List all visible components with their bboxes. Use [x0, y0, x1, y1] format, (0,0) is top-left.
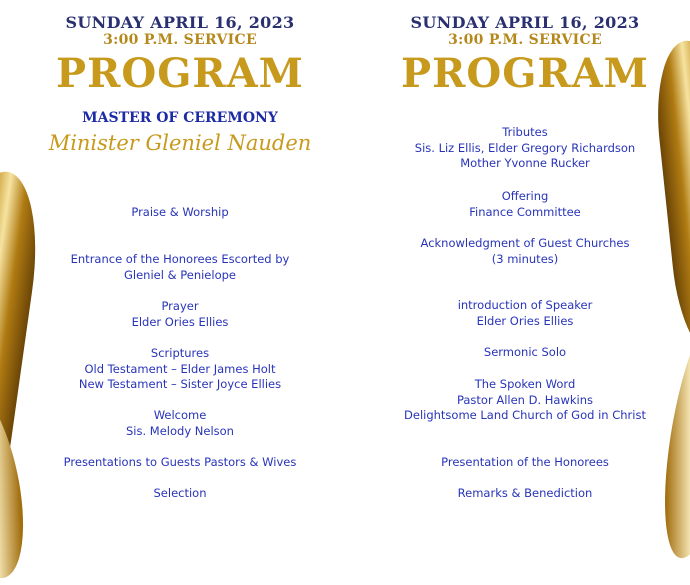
program-item	[20, 346, 340, 393]
program-item-line: Finance Committee	[469, 204, 581, 219]
program-item	[355, 236, 690, 267]
program-item-line: introduction of Speaker	[457, 298, 593, 312]
program-item	[20, 205, 340, 221]
program-item-line: Prayer	[161, 299, 199, 313]
master-of-ceremony-name: Minister Gleniel Nauden	[48, 131, 312, 155]
program-item	[20, 299, 340, 330]
program-item-line: Sis. Liz Ellis, Elder Gregory Richardson	[414, 140, 636, 155]
program-left-column	[20, 0, 340, 500]
program-item	[355, 189, 690, 220]
program-item	[355, 345, 690, 361]
program-item	[355, 377, 690, 424]
program-item-line: Old Testament – Elder James Holt	[84, 361, 276, 376]
program-item-line: Presentation of the Honorees	[441, 455, 609, 469]
program-item-line: Welcome	[153, 408, 207, 422]
service-time: 3:00 P.M. SERVICE	[103, 32, 257, 48]
program-item	[355, 298, 690, 329]
program-item-line: Elder Ories Ellies	[476, 313, 574, 328]
program-item-line: Sis. Melody Nelson	[126, 423, 234, 438]
program-item-line: Entrance of the Honorees Escorted by	[70, 252, 290, 266]
program-item-line: New Testament – Sister Joyce Ellies	[78, 377, 282, 391]
master-of-ceremony-title: MASTER OF CEREMONY	[82, 110, 278, 126]
service-time: 3:00 P.M. SERVICE	[448, 32, 602, 48]
program-item-line: (3 minutes)	[491, 251, 559, 266]
program-item	[20, 408, 340, 439]
program-item-line: Praise & Worship	[131, 205, 229, 219]
service-date: SUNDAY APRIL 16, 2023	[65, 13, 295, 32]
program-item-line: The Spoken Word	[474, 377, 576, 391]
program-heading: PROGRAM	[56, 50, 304, 97]
program-heading: PROGRAM	[401, 50, 649, 97]
program-item	[20, 455, 340, 471]
program-right-column	[355, 0, 690, 500]
program-item-line: Selection	[153, 486, 207, 500]
program-item-line: Tributes	[502, 125, 548, 139]
service-date: SUNDAY APRIL 16, 2023	[410, 13, 640, 32]
program-item-line: Delightsome Land Church of God in Christ	[404, 408, 646, 422]
gold-ribbon-right-lower	[650, 297, 690, 564]
program-item-line: Scriptures	[150, 346, 210, 360]
program-item-line: Mother Yvonne Rucker	[460, 156, 590, 170]
program-item	[20, 252, 340, 283]
program-item	[355, 455, 690, 471]
program-item	[20, 486, 340, 502]
program-item-line: Acknowledgment of Guest Churches	[420, 236, 630, 250]
program-item-line: Presentations to Guests Pastors & Wives	[63, 455, 297, 469]
program-item-line: Elder Ories Ellies	[131, 314, 229, 329]
program-item-line: Gleniel & Penielope	[124, 267, 236, 282]
program-item	[355, 125, 690, 172]
program-item-line: Pastor Allen D. Hawkins	[456, 392, 594, 407]
program-item-line: Sermonic Solo	[483, 345, 567, 359]
program-item-line: Offering	[501, 189, 549, 203]
program-item	[355, 486, 690, 502]
program-item-line: Remarks & Benediction	[457, 486, 593, 500]
